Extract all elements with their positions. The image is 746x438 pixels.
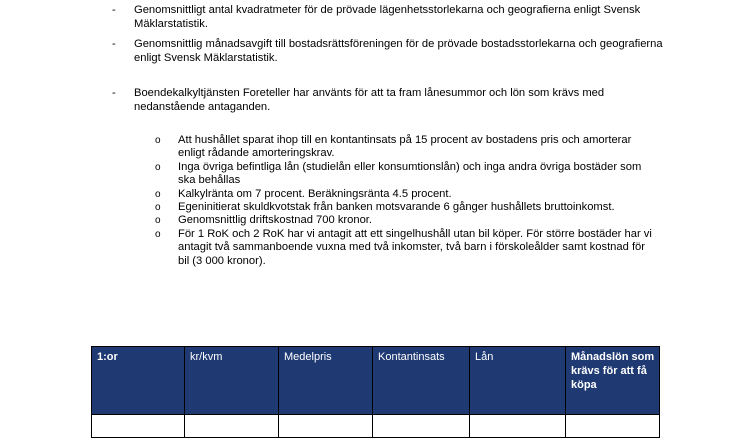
bullet-marker: - <box>112 4 116 16</box>
bullet-marker: - <box>112 87 116 99</box>
table-cell <box>373 415 470 438</box>
assumption-item <box>155 188 655 201</box>
assumption-item <box>155 134 655 161</box>
assumption-text: Egeninitierat skuldkvotstak från banken motsvarande 6 gånger hushållets bruttoinkomst. <box>178 201 615 214</box>
circle-bullet-icon: o <box>155 161 161 173</box>
assumption-text: Genomsnittlig driftskostnad 700 kronor. <box>178 214 373 227</box>
col-header-kr-kvm: kr/kvm <box>185 347 279 415</box>
table-cell <box>566 415 660 438</box>
price-table <box>91 346 660 438</box>
col-header-rooms: 1:or <box>92 347 185 415</box>
table-cell <box>470 415 566 438</box>
assumption-text: För 1 RoK och 2 RoK har vi antagit att ett singelhushåll utan bil köper. För större bostäder har vi antagit två sammanboende vuxna med två inkomster, två barn i förskoleålder samt kostnad för bil (3 000 kronor). <box>178 227 652 267</box>
assumption-item <box>155 228 655 268</box>
assumption-text: Inga övriga befintliga lån (studielån eller konsumtionslån) och inga andra övriga bostäder som ska behållas <box>178 160 642 187</box>
assumption-text: Att hushållet sparat ihop till en kontantinsats på 15 procent av bostadens pris och amorterar enligt rådande amorteringskrav. <box>178 134 632 160</box>
circle-bullet-icon: o <box>155 135 161 146</box>
bullet-text: Genomsnittligt antal kvadratmeter för de prövade lägenhetsstorlekarna och geografierna enligt Svensk Mäklarstatistik. <box>134 4 641 30</box>
table-cell <box>185 415 279 438</box>
table-row <box>92 415 660 438</box>
bullet-text: Genomsnittlig månadsavgift till bostadsrättsföreningen för de prövade bostadsstorlekarna och geografierna enligt Svensk Mäklarstatistik. <box>134 38 663 64</box>
table-cell <box>279 415 373 438</box>
col-header-medelpris: Medelpris <box>279 347 373 415</box>
assumption-item <box>155 201 655 214</box>
circle-bullet-icon: o <box>155 228 161 240</box>
assumption-item <box>155 214 655 227</box>
circle-bullet-icon: o <box>155 188 161 200</box>
circle-bullet-icon: o <box>155 215 161 227</box>
col-header-manadslon: Månadslön som krävs för att få köpa <box>566 347 660 415</box>
bullet-text: Boendekalkyltjänsten Foreteller har använts för att ta fram lånesummor och lön som krävs med nedanstående antaganden. <box>134 87 605 113</box>
assumptions-list <box>155 134 655 268</box>
assumption-text: Kalkylränta om 7 procent. Beräkningsränta 4.5 procent. <box>178 187 452 200</box>
circle-bullet-icon: o <box>155 202 161 214</box>
table-header-row <box>92 347 660 415</box>
col-header-kontantinsats: Kontantinsats <box>373 347 470 415</box>
table-cell <box>92 415 185 438</box>
bullet-marker: - <box>112 38 116 50</box>
col-header-lan: Lån <box>470 347 566 415</box>
assumption-item <box>155 161 655 188</box>
